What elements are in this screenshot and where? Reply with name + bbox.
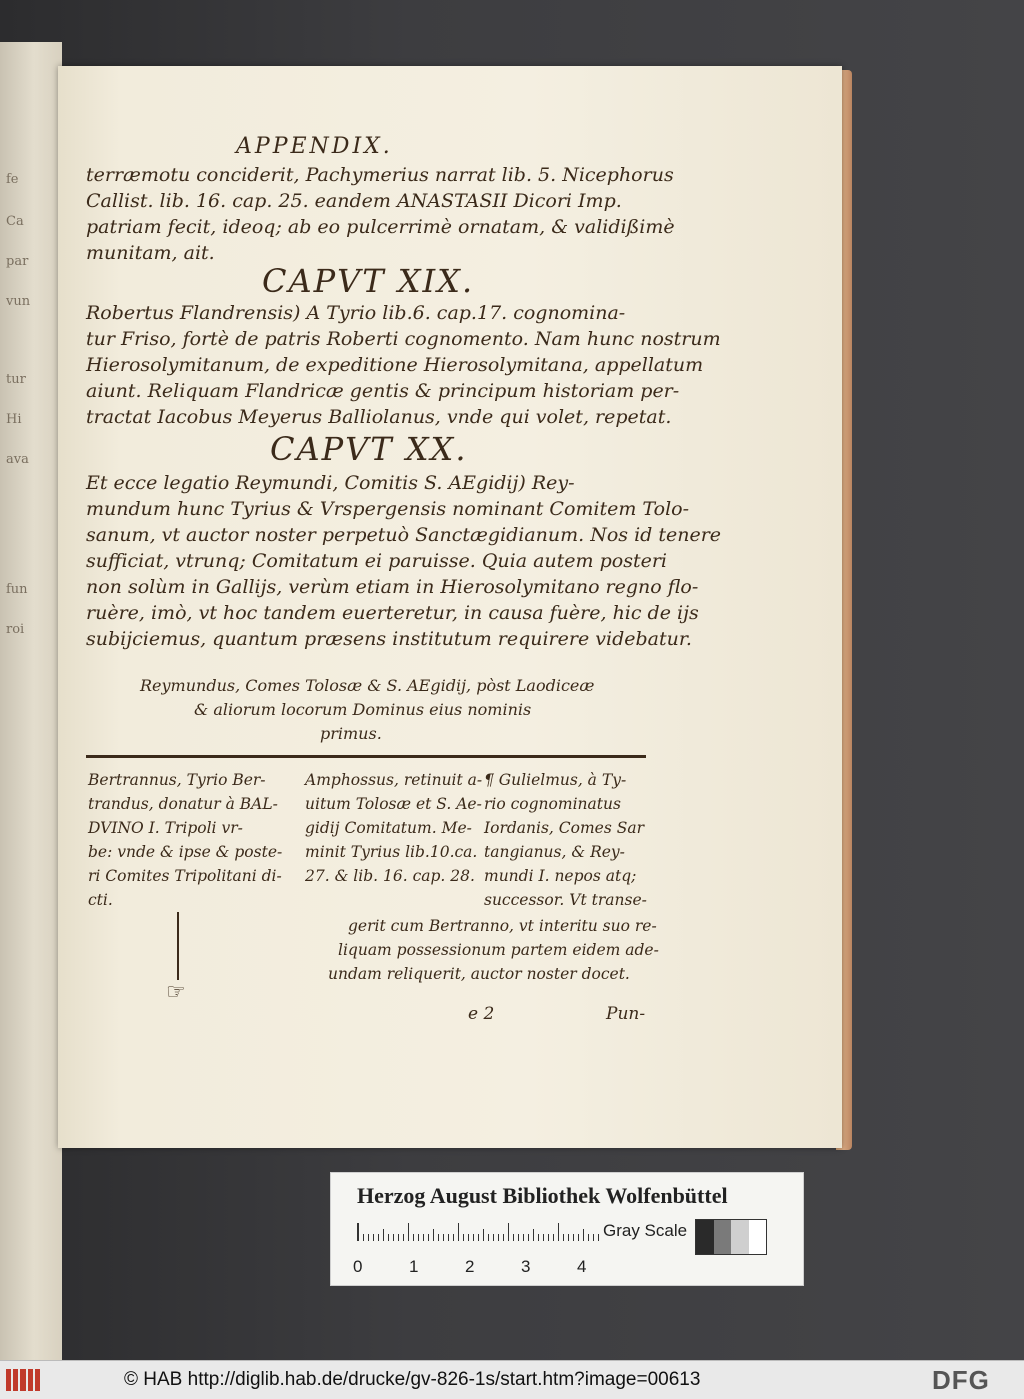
gray-swatch <box>731 1220 749 1254</box>
ruler-tick <box>393 1234 394 1241</box>
genealogy-caption: primus. <box>320 724 382 743</box>
ruler-tick <box>573 1234 574 1241</box>
ruler-tick <box>358 1223 359 1241</box>
text-line: terræmotu conciderit, Pachymerius narrat lib. 5. Nicephorus <box>86 164 674 186</box>
column-line: successor. Vt transe- <box>484 891 647 909</box>
column-line: ri Comites Tripolitani di- <box>88 867 282 885</box>
source-link[interactable]: © HAB http://diglib.hab.de/drucke/gv-826-1s/start.htm?image=00613 <box>124 1369 701 1390</box>
ruler-tick <box>498 1234 499 1241</box>
ruler-tick <box>463 1234 464 1241</box>
column-line: gerit cum Bertranno, vt interitu suo re- <box>348 917 657 935</box>
ruler-tick <box>373 1234 374 1241</box>
scale-ruler <box>357 1223 598 1241</box>
ruler-tick <box>368 1234 369 1241</box>
pointing-hand-icon: ☞ <box>166 980 186 1005</box>
column-line: Bertrannus, Tyrio Ber- <box>88 771 266 789</box>
ruler-tick <box>418 1234 419 1241</box>
genealogy-column-bottom <box>318 914 659 986</box>
column-line: be: vnde & ipse & poste- <box>88 843 283 861</box>
column-line: cti. <box>88 891 113 909</box>
ruler-tick <box>553 1234 554 1241</box>
column-line: undam reliquerit, auctor noster docet. <box>328 965 630 983</box>
genealogy-column-middle <box>305 768 482 888</box>
gray-scale-swatches <box>695 1219 767 1255</box>
text-line: tractat Iacobus Meyerus Balliolanus, vnde qui volet, repetat. <box>86 406 672 428</box>
catchword: Pun- <box>606 1004 646 1024</box>
scale-number: 1 <box>409 1257 419 1276</box>
column-line: tangianus, & Rey- <box>484 843 625 861</box>
text-line: non solùm in Gallijs, verùm etiam in Hierosolymitano regno flo- <box>86 576 699 598</box>
gray-swatch <box>696 1220 714 1254</box>
ruler-tick <box>538 1234 539 1241</box>
text-line: tur Friso, fortè de patris Roberti cognomento. Nam hunc nostrum <box>86 328 721 350</box>
library-name: Herzog August Bibliothek Wolfenbüttel <box>357 1183 728 1208</box>
gray-scale-label: Gray Scale <box>603 1221 688 1240</box>
text-line: sanum, vt auctor noster perpetuò Sanctægidianum. Nos id tenere <box>86 524 722 546</box>
text-line: Robertus Flandrensis) A Tyrio lib.6. cap.17. cognomina- <box>86 302 626 324</box>
genealogy-column-left <box>88 768 282 912</box>
column-line: 27. & lib. 16. cap. 28. <box>305 867 475 885</box>
running-header: APPENDIX. <box>236 134 393 159</box>
genealogy-caption: & aliorum locorum Dominus eius nominis <box>194 700 532 719</box>
ruler-tick <box>493 1234 494 1241</box>
ruler-tick <box>403 1234 404 1241</box>
scale-number: 4 <box>577 1257 587 1276</box>
ruler-tick <box>388 1234 389 1241</box>
scale-number: 0 <box>353 1257 363 1276</box>
ruler-tick <box>413 1234 414 1241</box>
previous-page-edge: fe Ca par vun tur Hi ava fun roi <box>0 42 62 1360</box>
ruler-tick <box>503 1234 504 1241</box>
ruler-tick <box>438 1234 439 1241</box>
column-line: rio cognominatus <box>484 795 621 813</box>
ruler-tick <box>533 1229 534 1241</box>
ruler-tick <box>523 1234 524 1241</box>
ruler-tick <box>443 1234 444 1241</box>
viewer-footer <box>0 1360 1024 1399</box>
genealogy-caption: Reymundus, Comes Tolosæ & S. AEgidij, pòst Laodiceæ <box>140 676 595 695</box>
ruler-tick <box>528 1234 529 1241</box>
genealogy-column-right <box>484 768 647 912</box>
ruler-tick <box>398 1234 399 1241</box>
ruler-tick <box>378 1234 379 1241</box>
ruler-tick <box>363 1234 364 1241</box>
text-line: patriam fecit, ideoq; ab eo pulcerrimè ornatam, & validißimè <box>86 216 675 238</box>
column-line: gidij Comitatum. Me- <box>305 819 472 837</box>
ruler-tick <box>558 1223 559 1241</box>
ruler-tick <box>563 1234 564 1241</box>
ruler-tick <box>578 1234 579 1241</box>
ruler-tick <box>513 1234 514 1241</box>
ruler-tick <box>568 1234 569 1241</box>
gray-swatch <box>714 1220 732 1254</box>
text-line: aiunt. Reliquam Flandricæ gentis & principum historiam per- <box>86 380 680 402</box>
column-line: minit Tyrius lib.10.ca. <box>305 843 478 861</box>
ruler-tick <box>428 1234 429 1241</box>
column-line: Iordanis, Comes Sar <box>484 819 644 837</box>
text-line: ruère, imò, vt hoc tandem euerteretur, in causa fuère, hic de ijs <box>86 602 699 624</box>
ruler-tick <box>383 1229 384 1241</box>
gray-swatch <box>749 1220 767 1254</box>
ruler-tick <box>453 1234 454 1241</box>
ruler-tick <box>433 1229 434 1241</box>
ruler-tick <box>543 1234 544 1241</box>
scale-number: 3 <box>521 1257 531 1276</box>
text-line: sufficiat, vtrunq; Comitatum ei paruisse. Quia autem posteri <box>86 550 667 572</box>
dfg-logo: DFG <box>932 1365 990 1395</box>
ruler-tick <box>598 1234 599 1241</box>
genealogy-connector-line <box>177 912 179 980</box>
ruler-tick <box>473 1234 474 1241</box>
text-line: mundum hunc Tyrius & Vrspergensis nominant Comitem Tolo- <box>86 498 690 520</box>
text-line: Et ecce legatio Reymundi, Comitis S. AEgidij) Rey- <box>86 472 575 494</box>
column-line: DVINO I. Tripoli vr- <box>88 819 243 837</box>
genealogy-rule <box>86 755 646 758</box>
ruler-tick <box>408 1223 409 1241</box>
ruler-tick <box>593 1234 594 1241</box>
chapter-heading-19: CAPVT XIX. <box>262 262 475 300</box>
column-line: mundi I. nepos atq; <box>484 867 637 885</box>
signature-mark: e 2 <box>468 1004 495 1024</box>
column-line: trandus, donatur à BAL- <box>88 795 278 813</box>
text-line: Hierosolymitanum, de expeditione Hierosolymitana, appellatum <box>86 354 704 376</box>
column-line: uitum Tolosæ et S. Ae- <box>305 795 482 813</box>
chapter-heading-20: CAPVT XX. <box>270 430 468 468</box>
ruler-tick <box>423 1234 424 1241</box>
column-line: Amphossus, retinuit a- <box>305 771 483 789</box>
ruler-tick <box>588 1234 589 1241</box>
ruler-tick <box>478 1234 479 1241</box>
column-line: ¶ Gulielmus, à Ty- <box>484 771 627 789</box>
ruler-tick <box>468 1234 469 1241</box>
text-line: subijciemus, quantum præsens institutum requirere videbatur. <box>86 628 692 650</box>
ruler-tick <box>448 1234 449 1241</box>
text-line: munitam, ait. <box>86 242 215 264</box>
column-line: liquam possessionum partem eidem ade- <box>338 941 659 959</box>
ruler-tick <box>583 1229 584 1241</box>
ruler-tick <box>508 1223 509 1241</box>
hab-logo-icon <box>6 1369 40 1391</box>
text-line: Callist. lib. 16. cap. 25. eandem ANASTASII Dicori Imp. <box>86 190 622 212</box>
ruler-tick <box>488 1234 489 1241</box>
ruler-tick <box>458 1223 459 1241</box>
ruler-tick <box>548 1234 549 1241</box>
ruler-tick <box>483 1229 484 1241</box>
scale-number: 2 <box>465 1257 475 1276</box>
library-color-card <box>330 1172 804 1286</box>
ruler-tick <box>518 1234 519 1241</box>
